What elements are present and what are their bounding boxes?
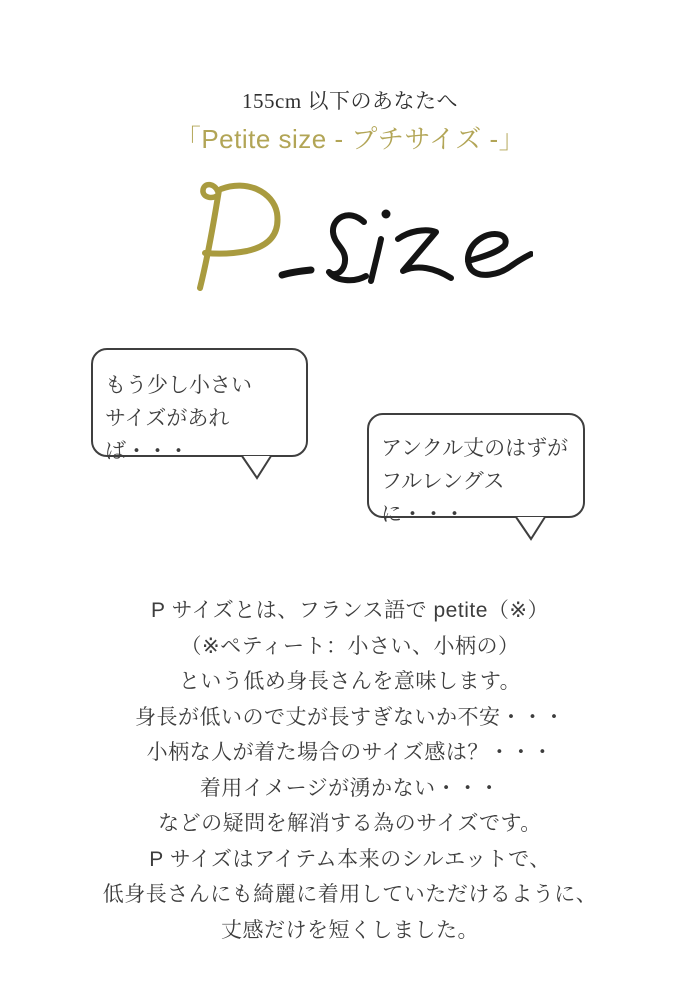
speech-bubble-right	[367, 413, 585, 526]
description-line: 丈感だけを短くしました。	[221, 918, 479, 942]
logo-letter-i	[371, 239, 381, 281]
bubble-tail	[241, 455, 273, 481]
speech-bubble-left	[91, 348, 308, 463]
logo-letter-s	[329, 215, 366, 280]
description-line: などの疑問を解消する為のサイズです。	[158, 812, 542, 835]
p-size-logo	[185, 176, 533, 314]
subtitle-text: 「Petite size - プチサイズ -」	[174, 124, 526, 154]
description-line: P サイズとは、フランス語で petite（※）	[151, 599, 549, 622]
description-line: （※ペティート：小さい、小柄の）	[180, 634, 520, 658]
tagline-text: 155cm 以下のあなたへ	[242, 89, 458, 113]
description-paragraph	[0, 593, 700, 948]
speech-bubble-line: もう少し小さい	[105, 374, 252, 397]
description-line: という低め身長さんを意味します。	[178, 670, 522, 693]
description-line: 着用イメージが湧かない・・・	[199, 776, 501, 800]
bubble-tail	[515, 516, 547, 542]
logo-letter-z	[398, 230, 451, 278]
speech-bubble-line: アンクル丈のはずが	[381, 437, 569, 460]
speech-bubble-line: サイズがあれば・・・	[105, 407, 230, 463]
logo-letter-e	[468, 234, 531, 275]
description-line: 低身長さんにも綺麗に着用していただけるように、	[102, 883, 598, 906]
logo-hyphen	[282, 270, 311, 275]
speech-bubble-line: フルレングスに・・・	[381, 470, 505, 526]
logo-p-stem	[200, 190, 219, 288]
description-line: 身長が低いので丈が長すぎないか不安・・・	[135, 705, 565, 729]
logo-i-dot	[382, 210, 391, 219]
description-line: 小柄な人が着た場合のサイズ感は？・・・	[146, 741, 554, 764]
description-line: P サイズはアイテム本来のシルエットで、	[149, 847, 551, 871]
